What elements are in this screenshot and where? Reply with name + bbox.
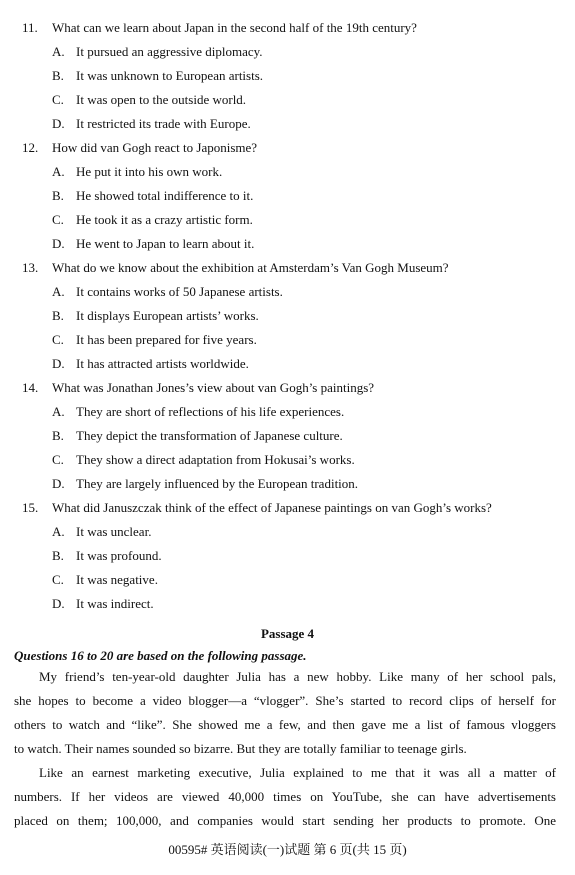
- paragraph-line: to watch. Their names sounded so bizarre. But they are totally familiar to teenage girls.: [14, 741, 467, 756]
- option-15-c: [52, 572, 158, 588]
- question-number: 15.: [22, 500, 39, 515]
- question-14: [22, 380, 374, 396]
- question-text: What do we know about the exhibition at Amsterdam’s Van Gogh Museum?: [52, 260, 449, 275]
- passage-paragraph-2: [14, 761, 556, 833]
- paragraph-line: others to watch and “like”. She showed me a few, and then gave me a list of famous vloggers: [14, 717, 556, 732]
- option-text: It was unclear.: [76, 524, 152, 539]
- option-11-d: [52, 116, 251, 132]
- option-letter: D.: [52, 236, 65, 251]
- option-14-c: [52, 452, 355, 468]
- option-letter: B.: [52, 68, 64, 83]
- option-letter: A.: [52, 164, 65, 179]
- question-number: 14.: [22, 380, 39, 395]
- passage-instruction: Questions 16 to 20 are based on the following passage.: [14, 648, 307, 663]
- option-text: They are largely influenced by the European tradition.: [76, 476, 359, 491]
- option-text: It contains works of 50 Japanese artists.: [76, 284, 283, 299]
- question-11: [22, 20, 417, 36]
- option-11-b: [52, 68, 263, 84]
- option-text: He showed total indifference to it.: [76, 188, 254, 203]
- question-number: 12.: [22, 140, 39, 155]
- option-letter: A.: [52, 524, 65, 539]
- question-text: How did van Gogh react to Japonisme?: [52, 140, 258, 155]
- option-text: It has attracted artists worldwide.: [76, 356, 249, 371]
- option-letter: B.: [52, 428, 64, 443]
- option-text: It restricted its trade with Europe.: [76, 116, 251, 131]
- option-15-b: [52, 548, 162, 564]
- option-letter: D.: [52, 596, 65, 611]
- question-13: [22, 260, 449, 276]
- option-11-c: [52, 92, 246, 108]
- passage-title: Passage 4: [260, 626, 315, 641]
- option-letter: B.: [52, 308, 64, 323]
- option-letter: D.: [52, 476, 65, 491]
- option-letter: C.: [52, 332, 64, 347]
- question-text: What did Januszczak think of the effect of Japanese paintings on van Gogh’s works?: [52, 500, 492, 515]
- option-letter: D.: [52, 356, 65, 371]
- option-letter: A.: [52, 284, 65, 299]
- option-letter: C.: [52, 212, 64, 227]
- option-15-d: [52, 596, 154, 612]
- question-text: What can we learn about Japan in the second half of the 19th century?: [52, 20, 417, 35]
- option-text: They depict the transformation of Japanese culture.: [76, 428, 343, 443]
- option-text: He took it as a crazy artistic form.: [76, 212, 253, 227]
- option-text: It was profound.: [76, 548, 162, 563]
- option-letter: A.: [52, 44, 65, 59]
- option-12-c: [52, 212, 253, 228]
- option-14-d: [52, 476, 358, 492]
- option-14-a: [52, 404, 344, 420]
- page-footer: 00595# 英语阅读(一)试题 第 6 页(共 15 页): [168, 842, 407, 857]
- paragraph-line: numbers. If her videos are viewed 40,000 times on YouTube, she can have advertisements: [14, 789, 556, 804]
- option-12-d: [52, 236, 254, 252]
- paragraph-line: placed on them; 100,000, and companies would start sending her products to promote. One: [14, 813, 556, 828]
- option-letter: B.: [52, 548, 64, 563]
- option-text: It was unknown to European artists.: [76, 68, 264, 83]
- option-text: He went to Japan to learn about it.: [76, 236, 255, 251]
- option-text: It was indirect.: [76, 596, 154, 611]
- option-text: It was open to the outside world.: [76, 92, 247, 107]
- option-text: They are short of reflections of his life experiences.: [76, 404, 345, 419]
- paragraph-line: she hopes to become a video blogger—a “vlogger”. She’s started to record clips of herself for: [14, 693, 556, 708]
- option-letter: C.: [52, 572, 64, 587]
- question-number: 13.: [22, 260, 39, 275]
- option-11-a: [52, 44, 263, 60]
- option-12-b: [52, 188, 253, 204]
- option-letter: D.: [52, 116, 65, 131]
- option-13-a: [52, 284, 283, 300]
- option-15-a: [52, 524, 151, 540]
- option-13-d: [52, 356, 249, 372]
- option-text: It was negative.: [76, 572, 158, 587]
- option-letter: C.: [52, 92, 64, 107]
- option-14-b: [52, 428, 343, 444]
- paragraph-line: Like an earnest marketing executive, Julia explained to me that it was all a matter of: [39, 765, 556, 780]
- question-text: What was Jonathan Jones’s view about van Gogh’s paintings?: [52, 380, 375, 395]
- option-text: They show a direct adaptation from Hokusai’s works.: [76, 452, 355, 467]
- option-letter: A.: [52, 404, 65, 419]
- paragraph-line: My friend’s ten-year-old daughter Julia has a new hobby. Like many of her school pals,: [39, 669, 556, 684]
- option-12-a: [52, 164, 222, 180]
- question-12: [22, 140, 257, 156]
- option-letter: B.: [52, 188, 64, 203]
- option-13-c: [52, 332, 257, 348]
- passage-paragraph-1: [14, 665, 556, 761]
- option-text: He put it into his own work.: [76, 164, 223, 179]
- question-15: [22, 500, 492, 516]
- question-number: 11.: [22, 20, 38, 35]
- option-letter: C.: [52, 452, 64, 467]
- option-text: It pursued an aggressive diplomacy.: [76, 44, 263, 59]
- option-text: It has been prepared for five years.: [76, 332, 257, 347]
- option-text: It displays European artists’ works.: [76, 308, 259, 323]
- option-13-b: [52, 308, 259, 324]
